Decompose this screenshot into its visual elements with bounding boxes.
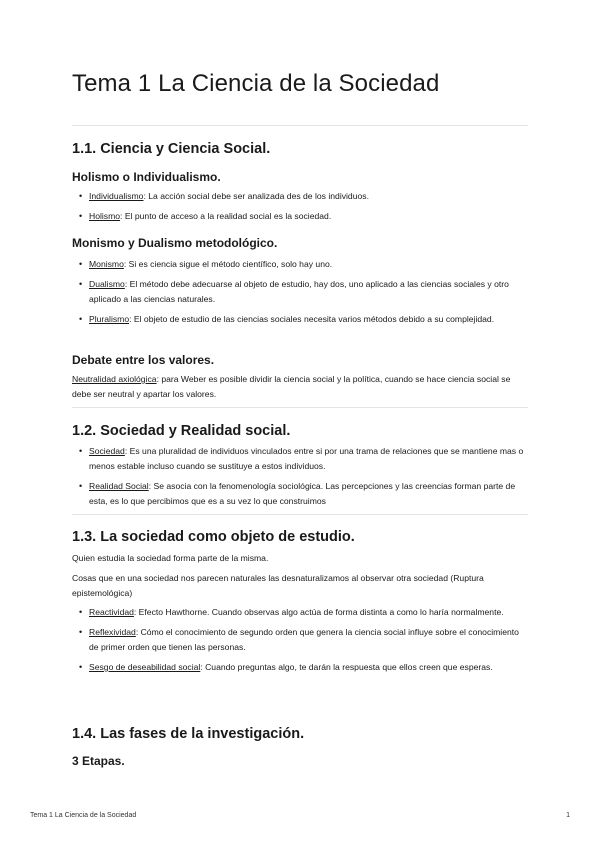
definition: : Si es ciencia sigue el método científico, solo hay uno. bbox=[123, 259, 333, 269]
list-item bbox=[72, 277, 528, 307]
divider bbox=[72, 407, 528, 408]
term: Individualismo bbox=[89, 191, 144, 201]
definition: : Cómo el conocimiento de segundo orden que genera la ciencia social influye sobre el conocimiento de primer orden que tienen las personas. bbox=[89, 627, 519, 652]
divider bbox=[72, 514, 528, 515]
term: Monismo bbox=[89, 259, 124, 269]
definition: : Es una pluralidad de individuos vinculados entre si por una trama de relaciones que se mantiene mas o menos estable incluso cuando se sustituye a estos individuos. bbox=[89, 446, 524, 471]
subheading-holismo: Holismo o Individualismo. bbox=[72, 170, 221, 184]
definition: : Cuando preguntas algo, te darán la respuesta que ellos creen que esperas. bbox=[200, 662, 493, 672]
definition: : Efecto Hawthorne. Cuando observas algo actúa de forma distinta a como lo haría normalmente. bbox=[133, 607, 504, 617]
bullet-icon: • bbox=[79, 627, 83, 637]
term: Dualismo bbox=[89, 279, 125, 289]
section-heading-1-4: 1.4. Las fases de la investigación. bbox=[72, 726, 305, 742]
subheading-etapas: 3 Etapas. bbox=[72, 754, 125, 768]
section-heading-1-3: 1.3. La sociedad como objeto de estudio. bbox=[72, 529, 355, 545]
bullet-icon: • bbox=[79, 314, 83, 324]
bullet-icon: • bbox=[79, 211, 83, 221]
document-title: Tema 1 La Ciencia de la Sociedad bbox=[72, 70, 440, 97]
page-number: 1 bbox=[566, 812, 570, 819]
bullet-icon: • bbox=[79, 259, 83, 269]
bullet-icon: • bbox=[79, 279, 83, 289]
list-item bbox=[72, 312, 528, 327]
term: Reflexividad bbox=[89, 627, 136, 637]
term: Reactividad bbox=[89, 607, 134, 617]
divider bbox=[72, 125, 528, 126]
term: Neutralidad axiológica bbox=[72, 374, 157, 384]
paragraph-neutralidad bbox=[72, 372, 528, 402]
footer-title: Tema 1 La Ciencia de la Sociedad bbox=[30, 812, 137, 819]
list-objeto-estudio bbox=[72, 605, 528, 680]
subheading-monismo: Monismo y Dualismo metodológico. bbox=[72, 236, 278, 250]
paragraph: Quien estudia la sociedad forma parte de la misma. bbox=[72, 553, 269, 563]
list-item bbox=[72, 605, 528, 620]
section-heading-1-2: 1.2. Sociedad y Realidad social. bbox=[72, 423, 291, 439]
bullet-icon: • bbox=[79, 191, 83, 201]
term: Pluralismo bbox=[89, 314, 130, 324]
definition: : El punto de acceso a la realidad social es la sociedad. bbox=[120, 211, 332, 221]
term: Holismo bbox=[89, 211, 121, 221]
list-item bbox=[72, 479, 528, 509]
paragraph: Cosas que en una sociedad nos parecen naturales las desnaturalizamos al observar otra sociedad (Ruptura epistemológica) bbox=[72, 573, 484, 598]
section-heading-1-1: 1.1. Ciencia y Ciencia Social. bbox=[72, 141, 271, 157]
term: Sociedad bbox=[89, 446, 125, 456]
list-item bbox=[72, 444, 528, 474]
bullet-icon: • bbox=[79, 481, 83, 491]
list-sociedad bbox=[72, 444, 528, 514]
term: Realidad Social bbox=[89, 481, 149, 491]
bullet-icon: • bbox=[79, 607, 83, 617]
list-item bbox=[72, 257, 528, 272]
bullet-icon: • bbox=[79, 446, 83, 456]
definition: : para Weber es posible dividir la ciencia social y la política, cuando se hace ciencia social se debe ser neutral y apartar los valores. bbox=[72, 374, 511, 399]
subheading-debate: Debate entre los valores. bbox=[72, 353, 215, 367]
definition: : El método debe adecuarse al objeto de estudio, hay dos, uno aplicado a las ciencias sociales y otro aplicado a las ciencias naturales. bbox=[89, 279, 509, 304]
definition: : La acción social debe ser analizada des de los individuos. bbox=[143, 191, 369, 201]
list-monismo bbox=[72, 257, 528, 332]
definition: : El objeto de estudio de las ciencias sociales necesita varios métodos debido a su complejidad. bbox=[129, 314, 495, 324]
term: Sesgo de deseabilidad social bbox=[89, 662, 201, 672]
list-item bbox=[72, 625, 528, 655]
bullet-icon: • bbox=[79, 662, 83, 672]
list-item bbox=[72, 209, 528, 224]
definition: : Se asocia con la fenomenología sociológica. Las percepciones y las creencias forman parte de esta, es lo que percibimos que es a su vez lo que construimos bbox=[89, 481, 516, 506]
list-holismo bbox=[72, 189, 528, 229]
list-item bbox=[72, 189, 528, 204]
list-item bbox=[72, 660, 528, 675]
